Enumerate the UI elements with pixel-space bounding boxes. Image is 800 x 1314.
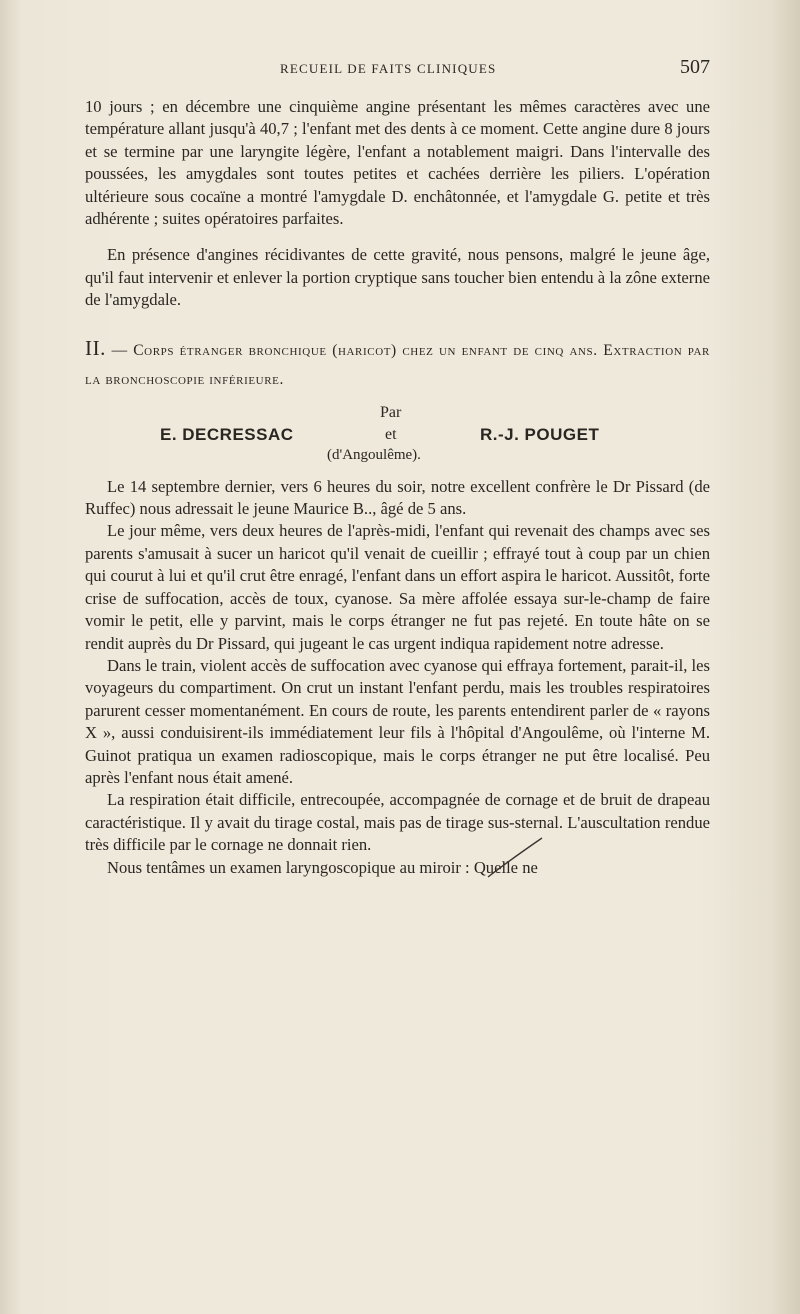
article-numeral: II.: [85, 335, 107, 360]
article-heading: [85, 334, 710, 394]
conclusion-paragraph: En présence d'angines récidivantes de cette gravité, nous pensons, malgré le jeune âge, qu'il faut intervenir et enlever la portion cryptique sans toucher bien entendu à la zône externe de l'amygdale.: [85, 245, 710, 310]
article-text: [85, 476, 710, 879]
heading-dash: —: [111, 341, 128, 359]
paragraph: La respiration était difficile, entrecoupée, accompagnée de cornage et de bruit de drapeau caractéristique. Il y avait du tirage costal, mais pas de tirage sus-sternal. L'auscultation rendue très difficile par le cornage ne donnait rien.: [85, 790, 710, 855]
paragraph: Nous tentâmes un examen laryngoscopique au miroir : Quelle ne: [107, 857, 538, 877]
paragraph: Le jour même, vers deux heures de l'après-midi, l'enfant qui revenait des champs avec ses parents s'amusait à sucer un haricot qu'il venait de cueillir ; effrayé tout à coup par un chien qui courut à lui et qu'il crut être enragé, l'enfant dans un effort aspira le haricot. Aussitôt, forte crise de suffocation, accès de toux, cyanose. Sa mère affolée essaya sur-le-champ de faire vomir le petit, elle y parvint, mais le corps étranger ne fut pas rejeté. En toute hâte on se rendit auprès du Dr Pissard, qui jugeant le cas urgent indiqua rapidement notre adresse.: [85, 521, 710, 653]
continuation-paragraph: 10 jours ; en décembre une cinquième angine présentant les mêmes caractères avec une température allant jusqu'à 40,7 ; l'enfant met des dents à ce moment. Cette angine dure 8 jours et se termine par une laryngite légère, l'enfant a notablement maigri. Dans l'intervalle des poussées, les amygdales sont toutes petites et cachées derrière les piliers. L'opération ultérieure sous cocaïne a montré l'amygdale D. enchâtonnée, et l'amygdale G. petite et très adhérente ; suites opératoires parfaites.: [85, 97, 710, 229]
pen-annotation-mark: [480, 832, 550, 882]
page-body: [85, 96, 710, 879]
page-header: [85, 58, 710, 84]
byline: [85, 402, 710, 466]
byline-et: et: [385, 425, 397, 443]
author-decressac: E. DECRESSAC: [160, 424, 294, 444]
author-pouget: R.-J. POUGET: [480, 424, 600, 444]
article-title: Corps étranger bronchique (haricot) chez un enfant de cinq ans. Extraction par la bronchoscopie inférieure.: [85, 341, 710, 388]
byline-par: Par: [380, 403, 402, 421]
paragraph: Dans le train, violent accès de suffocation avec cyanose qui effraya fortement, parait-il, les voyageurs du compartiment. On crut un instant l'enfant perdu, mais les troubles respiratoires parurent cesser momentanément. En cours de route, les parents entendirent parler de « rayons X », aussi conduisirent-ils immédiatement leur fils à l'hôpital d'Angoulême, où l'interne M. Guinot pratiqua un examen radioscopique, mais le corps étranger ne put être localisé. Peu après l'enfant nous était amené.: [85, 655, 710, 787]
page-number: 507: [680, 56, 710, 78]
paragraph: Le 14 septembre dernier, vers 6 heures du soir, notre excellent confrère le Dr Pissard (de Ruffec) nous adressait le jeune Maurice B.., âgé de 5 ans.: [85, 476, 710, 519]
author-affiliation: (d'Angoulême).: [327, 446, 421, 463]
running-title: RECUEIL DE FAITS CLINIQUES: [280, 61, 497, 76]
